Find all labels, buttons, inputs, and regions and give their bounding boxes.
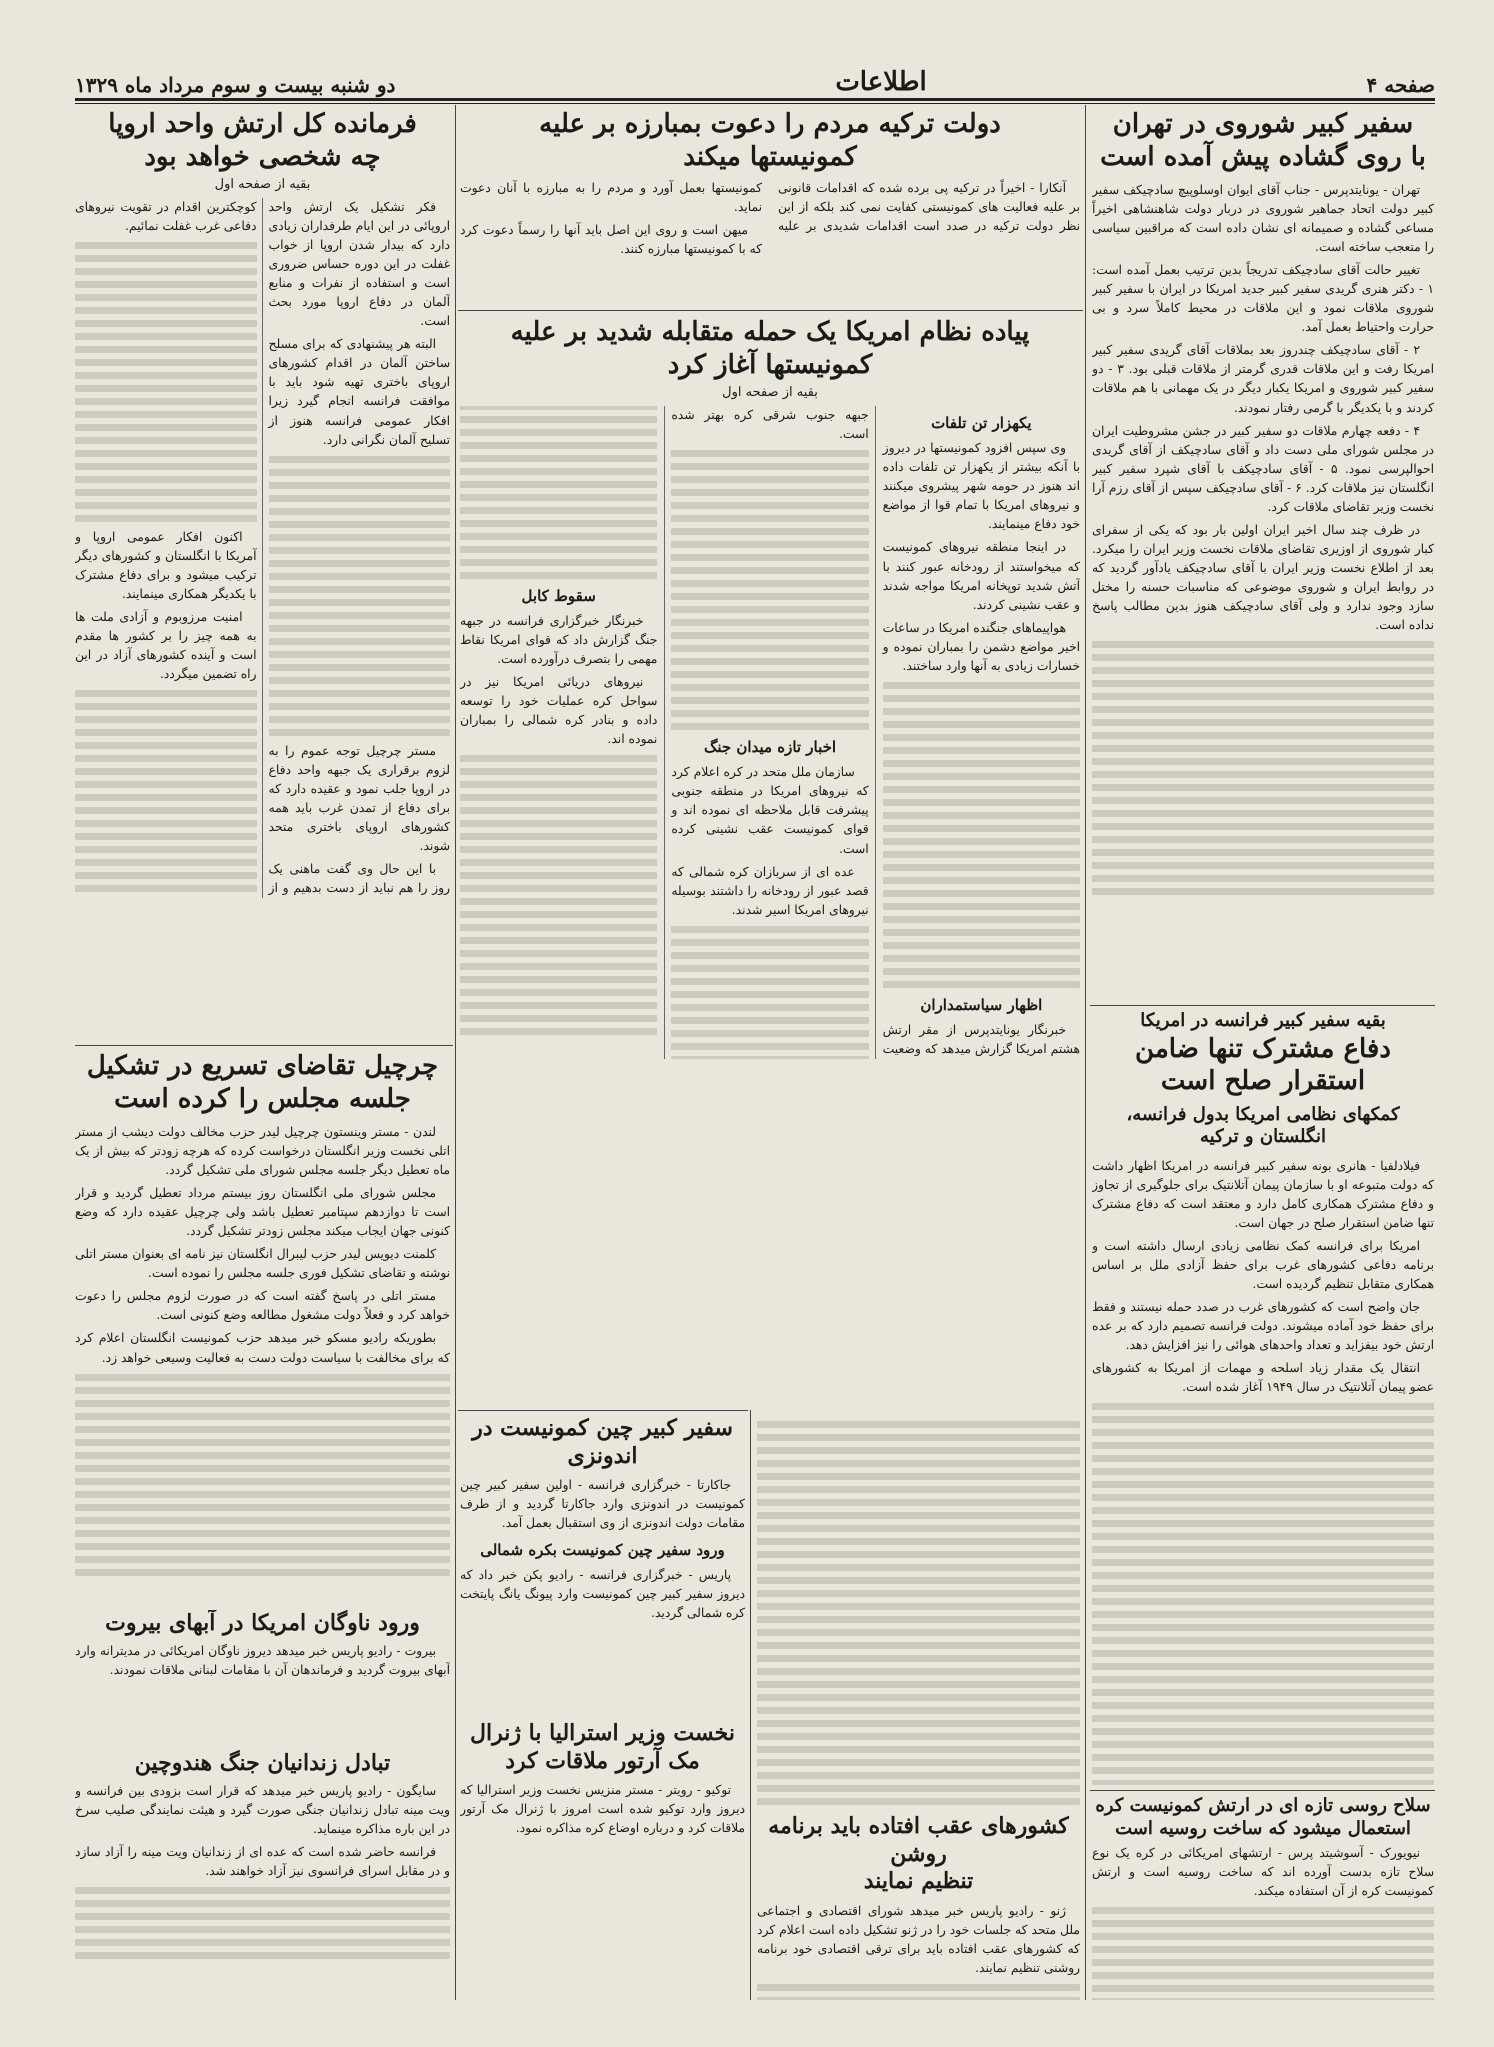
paragraph: با این حال وی گفت ماهنی یک روز را هم نباید از دست بدهیم و از کوچکترین اقدام در تقویت نیروهای دفاعی غرب غفلت نمائیم. (75, 200, 450, 895)
paragraph: امنیت مرزوبوم و آزادی ملت ها به همه چیز را بر کشور ها مقدم است و آینده کشورهای آزاد در این راه تضمین میگردد. (75, 610, 257, 682)
paragraph: ۴ - دفعه چهارم ملاقات دو سفیر کبیر در جشن مشروطیت ایران در مجلس شورای ملی دست داد و آقای سادچیکف از آقای گریدی احوالپرسی نمود. ۵ - آقای سادچیکف با آقای شپرد سفیر کبیر انگلستان نیز ملاقات کرد. ۶ - آقای سادچیکف سپس از آقای رزم آرا نخست وزیر تقاضای ملاقات کرد. (1092, 423, 1434, 514)
headline: دولت ترکیه مردم را دعوت بمبارزه بر علیه (539, 109, 1001, 139)
headline-line-2: چه شخصی خواهد بود (144, 141, 381, 172)
article-joint-defense (1092, 1010, 1434, 1785)
section-heading: سقوط کابل (521, 586, 596, 605)
column-divider-left (455, 105, 456, 2000)
headline-line-2: جلسه مجلس را کرده است (114, 1083, 411, 1114)
headline: فرمانده کل ارتش واحد اروپا (108, 109, 417, 139)
paragraph: انتقال یک مقدار زیاد اسلحه و مهمات از امریکا به کشورهای عضو پیمان آتلانتیک در سال ۱۹۴۹ آغاز شده است. (1092, 1360, 1434, 1395)
article-churchill-parliament (75, 1050, 450, 1605)
headline: سفیر کبیر چین کمونیست در اندونزی (472, 1415, 733, 1469)
column-divider-center (750, 1410, 751, 2000)
headline: تبادل زندانیان جنگ هندوچین (134, 1750, 391, 1776)
article-turkey-communists (460, 108, 1080, 308)
paragraph: هواپیماهای جنگنده امریکا در ساعات اخیر مواضع دشمن را بمباران نموده و خسارات زیادی به آنها وارد ساختند. (882, 620, 1080, 673)
article-body (75, 1642, 450, 1680)
paragraph: میهن است و روی این اصل باید آنها را رسماً دعوت کرد که با کمونیستها مبارزه کنند. (460, 223, 762, 257)
masthead-rule-thin (75, 103, 1435, 104)
article-body (460, 406, 1080, 1059)
article-soviet-weapon (1092, 1795, 1434, 2000)
paragraph: اکنون افکار عمومی اروپا و آمریکا با انگلستان و کشورهای دیگر ترکیب میشود و برای دفاع مشترک با یکدیگر همکاری مینمایند. (75, 530, 257, 602)
headline-line-2: مک آرتور ملاقات کرد (505, 1747, 700, 1774)
section-rule (458, 310, 1083, 311)
headline: نخست وزیر استرالیا با ژنرال (470, 1720, 735, 1746)
paragraph: ژنو - رادیو پاریس خبر میدهد شورای اقتصادی و اجتماعی ملل متحد که جلسات خود را در ژنو تشکیل داده است اعلام کرد که کشورهای عقب افتاده باید برای ترقی اقتصادی خود برنامه روشنی تنظیم نمایند. (757, 1903, 1080, 1975)
article-indochina-prisoners (75, 1750, 450, 2000)
headline: کشورهای عقب افتاده باید برنامه روشن (768, 1813, 1069, 1867)
paragraph: توکیو - رویتر - مستر منزیس نخست وزیر استرالیا که دیروز وارد توکیو شده است امروز با ژنرال مک آرتور ملاقات کرد و درباره اوضاع کره مذاکره نمود. (460, 1783, 745, 1836)
article-body (75, 1123, 450, 1368)
paragraph: فیلادلفیا - هانری بونه سفیر کبیر فرانسه در امریکا اظهار داشت که دولت متبوعه او با سازمان پیمان آتلانتیک برای جلوگیری از تجاوز و دفاع مشترک همکاری کامل دارد و معتقد است که دفاع مشترک تنها ضامن استقرار صلح در جهان است. (1092, 1158, 1434, 1230)
article-body (757, 1902, 1080, 1978)
paragraph: مستر اتلی در پاسخ گفته است که در صورت لزوم مجلس را دعوت خواهد کرد و فعلاً دولت مشغول مطالعه وضع کنونی است. (75, 1289, 450, 1323)
paragraph: نیویورک - آسوشیتد پرس - ارتشهای امریکائی در کره یک نوع سلاح تازه بدست آورده اند که ساخت روسیه است و ارتش کمونیست کره از آن استفاده میکند. (1092, 1846, 1434, 1899)
paragraph: جاکارتا - خبرگزاری فرانسه - اولین سفیر کبیر چین کمونیست در اندونزی وارد جاکارتا گردید و از طرف مقامات دولت اندونزی از وی استقبال بعمل آمد. (460, 1478, 745, 1531)
paragraph: آنکارا - اخیراً در ترکیه پی برده شده که اقدامات قانونی بر علیه فعالیت های کمونیستی کفایت نمی کند بلکه از این نظر دولت ترکیه در صدد است اقدامات شدیدی بر علیه کمونیستها بعمل آورد و مردم را به مبارزه با آنان دعوت نماید. (460, 181, 1080, 234)
paragraph: مجلس شورای ملی انگلستان روز بیستم مرداد تعطیل گردید و قرار است تا دوازدهم سپتامبر تعطیل باشد ولی چرچیل عقیده دارد که وضع کنونی جهان ایجاب میکند مجلس زودتر تشکیل گردد. (75, 1186, 450, 1239)
continuation-note: بقیه از صفحه اول (214, 177, 311, 192)
paragraph: کلمنت دیویس لیدر حزب لیبرال انگلستان نیز نامه ای بعنوان مستر اتلی نوشته و تقاضای تشکیل فوری جلسه مجلس را نموده است. (75, 1247, 450, 1281)
headline: پیاده نظام امریکا یک حمله متقابله شدید بر علیه کمونیستها آغاز کرد (510, 317, 1030, 380)
section-rule (1090, 1005, 1435, 1006)
headline: سفیر کبیر شوروی در تهران (1112, 109, 1414, 139)
headline-line-2: با روی گشاده پیش آمده است (1100, 141, 1426, 172)
article-body (75, 1782, 450, 1881)
article-body (460, 1781, 745, 1838)
paragraph: خبرنگار یونایتدپرس از مقر ارتش هشتم امریکا گزارش میدهد که وضعیت جبهه جنوب شرقی کره بهتر شده است. (671, 408, 1080, 1057)
headline: ورود ناوگان امریکا در آبهای بیروت (105, 1610, 420, 1636)
article-body (75, 198, 450, 898)
headline: چرچیل تقاضای تسریع در تشکیل (86, 1051, 439, 1081)
paragraph: فرانسه حاضر شده است که عده ای از زندانیان ویت مینه را آزاد سازد و در مقابل اسرای فرانسوی نیز آزاد خواهند شد. (75, 1844, 450, 1878)
continuation-note: بقیه از صفحه اول (722, 385, 818, 400)
paragraph: در اینجا منطقه نیروهای کمونیست که میخواستند از رودخانه عبور کنند با آتش شدید توپخانه امریکا مواجه شدند و عقب نشینی کردند. (882, 540, 1080, 612)
kicker: بقیه سفیر کبیر فرانسه در امریکا (1140, 1010, 1386, 1031)
section-rule (458, 1410, 748, 1411)
paragraph: ۲ - آقای سادچیکف چندروز بعد بملاقات آقای گریدی سفیر کبیر امریکا رفت و این ملاقات قدری گرمتر از ملاقات قبلی بود. ۳ - دو سفیر کبیر شوروی و امریکا یکبار دیگر در یک مهمانی با هم ملاقات کردند و با یکدیگر با گرمی رفتار نمودند. (1092, 343, 1434, 415)
paragraph: لندن - مستر وینستون چرچیل لیدر حزب مخالف دولت دیشب از مستر اتلی نخست وزیر انگلستان درخواست کرده که هرچه زودتر که بیش از یک ماه تعطیل دیگر جلسه مجلس شورای ملی تشکیل گردد. (75, 1125, 450, 1178)
article-menzies-macarthur (460, 1720, 745, 2000)
section-heading: اخبار تازه میدان جنگ (703, 738, 837, 757)
headline: سلاح روسی تازه ای در ارتش کمونیست کره (1095, 1795, 1431, 1816)
article-body (1092, 1157, 1434, 1398)
headline-line-2: تنظیم نمایند (863, 1868, 974, 1894)
article-body (460, 1476, 745, 1624)
article-center-continued (757, 1415, 1080, 2000)
paragraph: پاریس - خبرگزاری فرانسه - رادیو پکن خبر داد که دیروز سفیر کبیر چین کمونیست وارد پیونگ یانگ پایتخت کره شمالی گردید. (460, 1568, 745, 1621)
page-label: صفحه ۴ (1366, 73, 1435, 97)
column-divider-right (1085, 105, 1086, 2000)
article-body (1092, 181, 1434, 635)
subheadline: کمکهای نظامی امریکا بدول فرانسه، انگلستان و ترکیه (1126, 1103, 1400, 1147)
paragraph: فکر تشکیل یک ارتش واحد اروپائی در این ایام طرفداران زیادی دارد که بیدار شدن اروپا از خواب غفلت در این دوره حساس ضروری است و استفاده از نفرات و منابع آلمان در دفاع اروپا مورد بحث است. (268, 200, 450, 329)
paragraph: تهران - یونایتدپرس - جناب آقای ایوان اوسلوپیچ سادچیکف سفیر کبیر دولت اتحاد جماهیر شوروی در دربار دولت شاهنشاهی اخیراً مساعی گشاده و صمیمانه ای نشان داده است که مراقبین سیاسی را متعجب ساخته است. (1092, 183, 1434, 255)
article-european-army (75, 108, 450, 1043)
article-us-counterattack (460, 316, 1080, 1406)
paragraph: البته هر پیشنهادی که برای مسلح ساختن آلمان در اقدام کشورهای اروپای باختری تهیه شود باید با موافقت فرانسه انجام گیرد زیرا افکار عمومی فرانسه هنوز از تسلیح آلمان نگرانی دارد. (268, 337, 450, 447)
paragraph: سایگون - رادیو پاریس خبر میدهد که قرار است بزودی بین فرانسه و ویت مینه تبادل زندانیان جنگی صورت گیرد و هیئت نمایندگی صلیب سرخ در این باره مذاکره مینماید. (75, 1783, 450, 1836)
paragraph: عده ای از سربازان کره شمالی که قصد عبور از رودخانه را داشتند بوسیله نیروهای امریکا اسیر شدند. (671, 864, 869, 917)
headline: دفاع مشترک تنها ضامن استقرار صلح است (1135, 1033, 1391, 1096)
paragraph: وی سپس افزود کمونیستها در دیروز با آنکه بیشتر از یکهزار تن تلفات داده اند هنوز در حومه شهر پیشروی میکنند و نیروهای امریکا با تمام قوا از مواضع خود دفاع مینمایند. (882, 441, 1080, 532)
paragraph: نیروهای دریائی امریکا نیز در سواحل کره عملیات خود را توسعه داده و بنادر کره شمالی را بمباران نموده اند. (460, 674, 658, 747)
paper-name: اطلاعات (835, 67, 927, 97)
masthead-rule (75, 98, 1435, 101)
headline-line-2: کمونیستها میکند (683, 141, 857, 172)
section-heading: ورود سفیر چین کمونیست بکره شمالی (480, 1541, 725, 1560)
headline-line-2: استعمال میشود که ساخت روسیه است (1115, 1817, 1411, 1839)
paragraph: مستر چرچیل توجه عموم را به لزوم برقراری یک جبهه واحد دفاع در اروپا جلب نمود و عقیده دارد که برای دفاع از تمدن غرب باید همه کشورهای اروپای باختری متحد شوند. (268, 743, 450, 853)
paragraph: سازمان ملل متحد در کره اعلام کرد که نیروهای امریکا در منطقه جنوبی پیشرفت قابل ملاحظه ای نموده اند و قوای کمونیست عقب نشینی کرده است. (671, 765, 869, 856)
section-heading: یکهزار تن تلفات (931, 414, 1032, 432)
masthead (75, 55, 1435, 97)
article-body (1092, 1844, 1434, 1901)
paragraph: در ظرف چند سال اخیر ایران اولین بار بود که یکی از سفرای کبار شوروی از اوزیری تقاضای ملاقات نخست وزیر ایران را میکرد. بعد از اطلاع نخست وزیر ایران با آقای سادچیکف یادآور گردید که در روابط ایران و شوروی موضوعی که مناسبات حسنه را مختل سازد وجود ندارد و ولی آقای سادچیکف هنوز بدین مطالب پاسخ نداده است. (1092, 522, 1434, 633)
issue-date: دو شنبه بیست و سوم مرداد ماه ۱۳۲۹ (75, 73, 396, 97)
article-us-fleet-beirut (75, 1610, 450, 1745)
article-china-indonesia (460, 1415, 745, 1715)
section-rule (1090, 1790, 1435, 1791)
article-body (460, 179, 1080, 259)
article-soviet-ambassador (1092, 108, 1434, 1003)
section-rule (75, 1045, 453, 1046)
paragraph: جان واضح است که کشورهای غرب در صدد حمله نیستند و فقط برای حفظ خود آماده میشوند. دولت فرانسه تصمیم دارد که بر عده ارتش خود بیفزاید و تعداد واحدهای هوائی را نیز افزایش دهد. (1092, 1299, 1434, 1352)
paragraph: بیروت - رادیو پاریس خبر میدهد دیروز ناوگان امریکائی در مدیترانه وارد آبهای بیروت گردید و فرماندهان آن با مقامات لبنانی ملاقات نمودند. (75, 1643, 450, 1677)
paragraph: امریکا برای فرانسه کمک نظامی زیادی ارسال داشته است و برنامه دفاعی کشورهای غرب برای حفظ آزادی ملل بر اساس همکاری متقابل تنظیم گردیده است. (1092, 1238, 1434, 1291)
paragraph: خبرنگار خبرگزاری فرانسه در جبهه جنگ گزارش داد که قوای امریکا نقاط مهمی را بتصرف درآورده است. (460, 613, 658, 666)
paragraph: تغییر حالت آقای سادچیکف تدریجاً بدین ترتیب بعمل آمده است: ۱ - دکتر هنری گریدی سفیر کبیر جدید امریکا در ایران با سفیر کبیر شوروی ملاقات نمود و این ملاقات در محیط کاملاً سرد و بی حرارت واحتیاط بعمل آمد. (1092, 263, 1434, 335)
paragraph: بطوریکه رادیو مسکو خبر میدهد حزب کمونیست انگلستان اعلام کرد که برای مخالفت با سیاست دولت دست به فعالیت وسیعی خواهد زد. (75, 1331, 450, 1365)
section-heading: اظهار سیاستمداران (920, 995, 1043, 1014)
